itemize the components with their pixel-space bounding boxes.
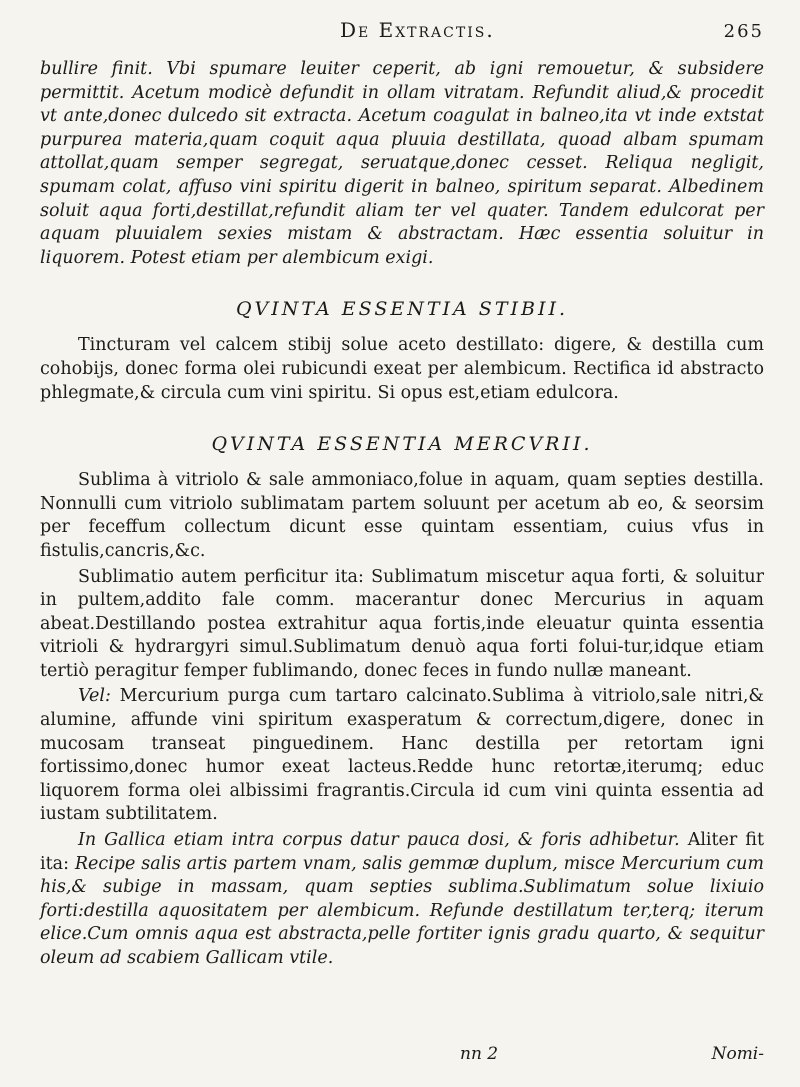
heading-quinta-essentia-stibii: QVINTA ESSENTIA STIBII. (235, 298, 569, 321)
gallica-aliter: Aliter fit ita: (40, 830, 764, 874)
paragraph-mercurii-sublimatio: Sublimatio autem perficitur ita: Sublimatum miscetur aqua forti, & soluitur in pultem,addito fale comm. macerantur donec Mercurius in aquam abeat.Destillando postea extrahitur aqua fortis,inde eleuatur quinta essentia vitrioli & hydrargyri simul.Sublimatum denuò aqua forti folui-tur,idque etiam tertiò peragitur femper fublimando, donec feces in fundo nullæ maneant. (40, 566, 764, 681)
gallica-recipe: Recipe salis artis partem vnam, salis gemmæ duplum, misce Mercurium cum his,& subige in massam, quam septies sublima.Sublimatum solue lixiuio forti:destilla aquositatem per alembicum. Refunde destillatum ter,terq; iterum elice.Cum omnis aqua est abstracta,pelle fortiter ignis gradu quarto, & sequitur oleum ad scabiem Gallicam vtile. (40, 853, 764, 968)
running-head (40, 18, 764, 58)
paragraph-stibii: Tincturam vel calcem stibij solue aceto destillato: digere, & destilla cum cohobijs, donec forma olei rubicundi exeat per alembicum. Rectifica id abstracto phlegmate,& circula cum vini spiritu. Si opus est,etiam edulcora. (40, 335, 764, 403)
vel-text: Mercurium purga cum tartaro calcinato.Sublima à vitriolo,sale nitri,& alumine, affunde vini spiritum exasperatum & correctum,digere, donec in mucosam transeat pinguedinem. Hanc destilla per retortam igni fortissimo,donec humor exeat lacteus.Redde hunc retortæ,iterumq; educ liquorem forma olei albissimi fragrantis.Circula id cum vini quinta essentia ad iustam subtilitatem. (40, 686, 764, 825)
running-head-title: De Extractis. (340, 18, 495, 42)
paragraph-extract-intro: bullire finit. Vbi spumare leuiter ceperit, ab igni remouetur, & subsidere permittit. Acetum modicè defundit in ollam vitratam. Refundit aliud,& procedit vt ante,donec dulcedo sit extracta. Acetum coagulat in balneo,ita vt inde extstat purpurea materia,quam coquit aqua pluuia destillata, quoad albam spumam attollat,quam semper segregat, seruatque,donec cesset. Reliqua negligit, spumam colat, affuso vini spiritu digerit in balneo, spiritum separat. Albedinem soluit aqua forti,destillat,refundit aliam ter vel quater. Tandem edulcorat per aquam pluuialem sexies mistam & abstractam. Hæc essentia soluitur in liquorem. Potest etiam per alembicum exigi. (40, 59, 764, 268)
paragraph-mercurii-sublima: Sublima à vitriolo & sale ammoniaco,folue in aquam, quam septies destilla. Nonnulli cum vitriolo sublimatam partem soluunt per acetum ab eo, & seorsim per feceffum collectum dicunt esse quintam essentiam, cuius vfus in fistulis,cancris,&c. (40, 470, 764, 561)
signature-mark: nn 2 (460, 1044, 499, 1064)
paragraph-mercurii-vel (40, 685, 764, 827)
catchword: Nomi- (711, 1044, 764, 1064)
page-number: 265 (723, 21, 764, 42)
vel-lead: Vel: (78, 686, 111, 707)
gallica-lead: In Gallica etiam intra corpus datur pauca dosi, & foris adhibetur. (78, 830, 680, 851)
paragraph-gallica (40, 829, 764, 971)
page-footer (40, 1044, 764, 1064)
heading-quinta-essentia-mercurii: QVINTA ESSENTIA MERCVRII. (211, 433, 593, 456)
